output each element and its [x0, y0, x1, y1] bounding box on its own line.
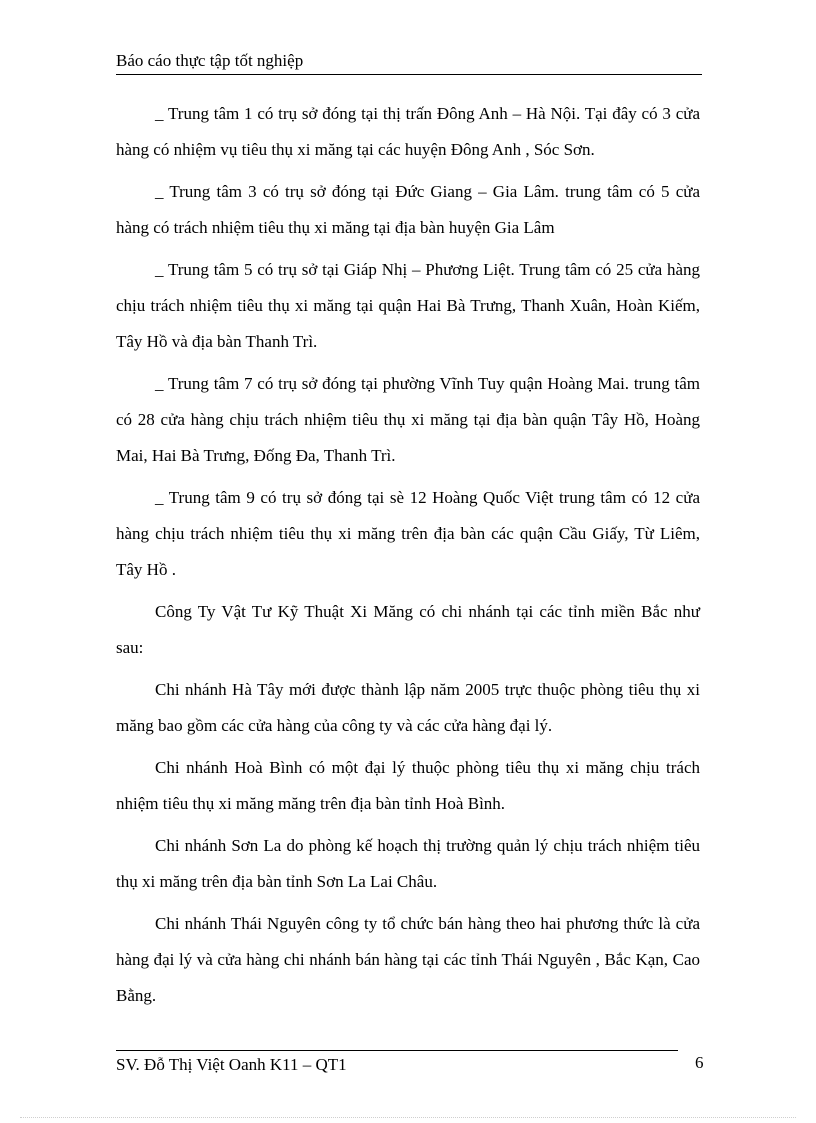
- paragraph-branch-hoa-binh: Chi nhánh Hoà Bình có một đại lý thuộc phòng tiêu thụ xi măng chịu trách nhiệm tiêu thụ xi măng măng trên địa bàn tỉnh Hoà Bình.: [116, 758, 700, 813]
- paragraph-branches-intro: Công Ty Vật Tư Kỹ Thuật Xi Măng có chi nhánh tại các tỉnh miền Bắc như sau:: [116, 602, 700, 657]
- footer-divider: [116, 1050, 678, 1051]
- paragraph-branch-thai-nguyen: Chi nhánh Thái Nguyên công ty tổ chức bán hàng theo hai phương thức là cửa hàng đại lý và cửa hàng chi nhánh bán hàng tại các tỉnh Thái Nguyên , Bắc Kạn, Cao Bằng.: [116, 914, 700, 1005]
- paragraph-center-1: _ Trung tâm 1 có trụ sở đóng tại thị trấn Đông Anh – Hà Nội. Tại đây có 3 cửa hàng có nhiệm vụ tiêu thụ xi măng tại các huyện Đông Anh , Sóc Sơn.: [116, 104, 700, 159]
- paragraph-center-5: _ Trung tâm 5 có trụ sở tại Giáp Nhị – Phương Liệt. Trung tâm có 25 cửa hàng chịu trách nhiệm tiêu thụ xi măng tại quận Hai Bà Trưng, Thanh Xuân, Hoàn Kiếm, Tây Hồ và địa bàn Thanh Trì.: [116, 260, 700, 351]
- paragraph-center-9: _ Trung tâm 9 có trụ sở đóng tại sè 12 Hoàng Quốc Việt trung tâm có 12 cửa hàng chịu trách nhiệm tiêu thụ xi măng trên địa bàn các quận Cầu Giấy, Từ Liêm, Tây Hồ .: [116, 488, 700, 579]
- footer-author: SV. Đỗ Thị Việt Oanh K11 – QT1: [116, 1055, 347, 1074]
- paragraph-center-3: _ Trung tâm 3 có trụ sở đóng tại Đức Giang – Gia Lâm. trung tâm có 5 cửa hàng có trách nhiệm tiêu thụ xi măng tại địa bàn huyện Gia Lâm: [116, 182, 700, 237]
- paragraph-branch-son-la: Chi nhánh Sơn La do phòng kế hoạch thị trường quản lý chịu trách nhiệm tiêu thụ xi măng trên địa bàn tỉnh Sơn La Lai Châu.: [116, 836, 700, 891]
- page-body: [116, 96, 700, 1020]
- page-bottom-border: [20, 1117, 796, 1118]
- page-header: Báo cáo thực tập tốt nghiệp: [116, 50, 702, 75]
- page-number: 6: [695, 1053, 704, 1072]
- paragraph-center-7: _ Trung tâm 7 có trụ sở đóng tại phường Vĩnh Tuy quận Hoàng Mai. trung tâm có 28 cửa hàng chịu trách nhiệm tiêu thụ xi măng tại địa bàn quận Tây Hồ, Hoàng Mai, Hai Bà Trưng, Đống Đa, Thanh Trì.: [116, 374, 700, 465]
- paragraph-branch-ha-tay: Chi nhánh Hà Tây mới được thành lập năm 2005 trực thuộc phòng tiêu thụ xi măng bao gồm các cửa hàng của công ty và các cửa hàng đại lý.: [116, 680, 700, 735]
